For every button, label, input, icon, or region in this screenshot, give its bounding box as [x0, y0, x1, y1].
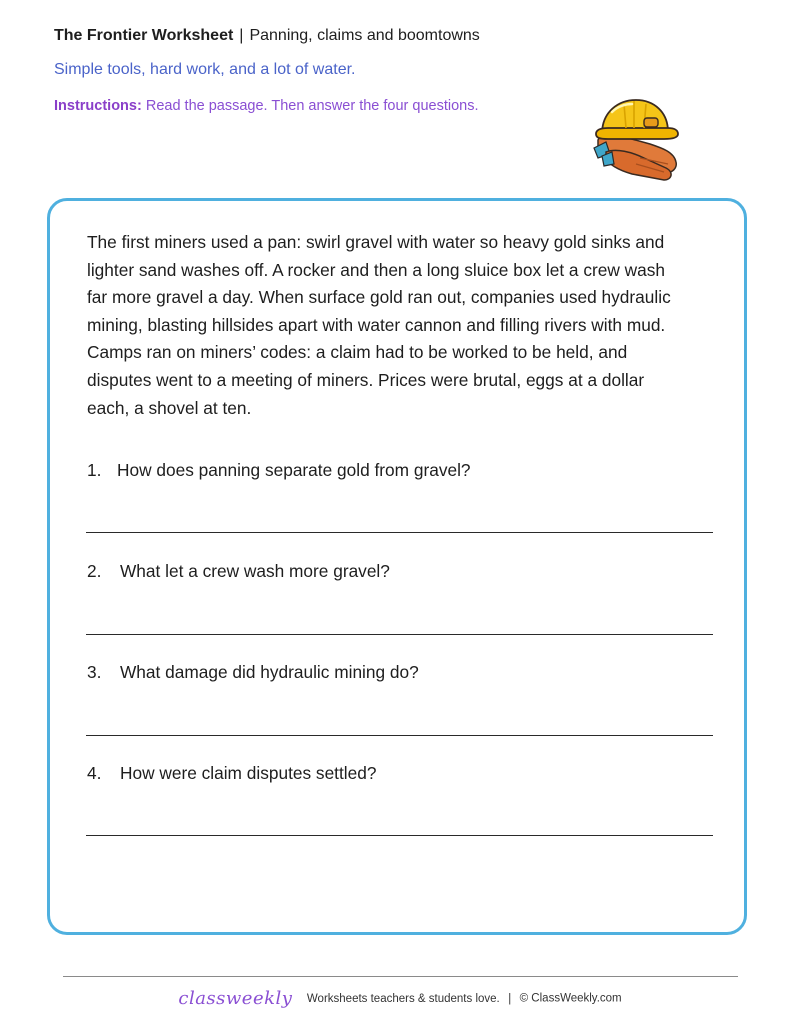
- instructions-text: Read the passage. Then answer the four questions.: [145, 98, 479, 114]
- question-text: What let a crew wash more gravel?: [120, 561, 390, 581]
- brand-logo: classweekly: [178, 988, 293, 1009]
- passage-line: disputes went to a meeting of miners. Prices were brutal, eggs at a dollar: [87, 369, 645, 390]
- question-number: 3.: [87, 662, 102, 682]
- worksheet-topic: Panning, claims and boomtowns: [249, 27, 480, 44]
- footer-separator: |: [508, 992, 512, 1005]
- question-text: How were claim disputes settled?: [120, 763, 377, 783]
- answer-line-2[interactable]: [86, 634, 713, 635]
- passage-line: mining, blasting hillsides apart with water cannon and filling rivers with mud.: [87, 314, 666, 335]
- passage-line: each, a shovel at ten.: [87, 397, 252, 418]
- question-number: 2.: [87, 561, 102, 581]
- instructions: [54, 98, 479, 114]
- question-number: 1.: [87, 460, 102, 480]
- reading-passage: [87, 229, 727, 422]
- footer: [0, 988, 800, 1009]
- footer-tagline: Worksheets teachers & students love.: [306, 992, 500, 1005]
- question-3: [87, 662, 419, 683]
- footer-divider: [63, 976, 738, 977]
- passage-line: far more gravel a day. When surface gold ran out, companies used hydraulic: [87, 287, 671, 308]
- question-text: What damage did hydraulic mining do?: [120, 662, 419, 682]
- worksheet-title: The Frontier Worksheet: [54, 27, 234, 44]
- hard-hat-gloves-icon: [588, 92, 684, 184]
- header-separator: |: [239, 27, 244, 44]
- question-number: 4.: [87, 763, 102, 783]
- worksheet-header: [54, 27, 480, 45]
- instructions-label: Instructions:: [54, 98, 142, 114]
- question-text: How does panning separate gold from gravel?: [117, 460, 471, 480]
- footer-copyright: © ClassWeekly.com: [519, 992, 622, 1005]
- answer-line-4[interactable]: [86, 835, 713, 836]
- answer-line-3[interactable]: [86, 735, 713, 736]
- worksheet-subtitle: Simple tools, hard work, and a lot of water.: [54, 61, 356, 78]
- question-2: [87, 561, 390, 582]
- passage-line: The first miners used a pan: swirl gravel with water so heavy gold sinks and: [87, 232, 665, 252]
- answer-line-1[interactable]: [86, 532, 713, 533]
- passage-line: lighter sand washes off. A rocker and then a long sluice box let a crew wash: [87, 259, 665, 280]
- question-1: [87, 460, 471, 481]
- passage-line: Camps ran on miners’ codes: a claim had to be worked to be held, and: [87, 342, 628, 363]
- question-4: [87, 763, 376, 784]
